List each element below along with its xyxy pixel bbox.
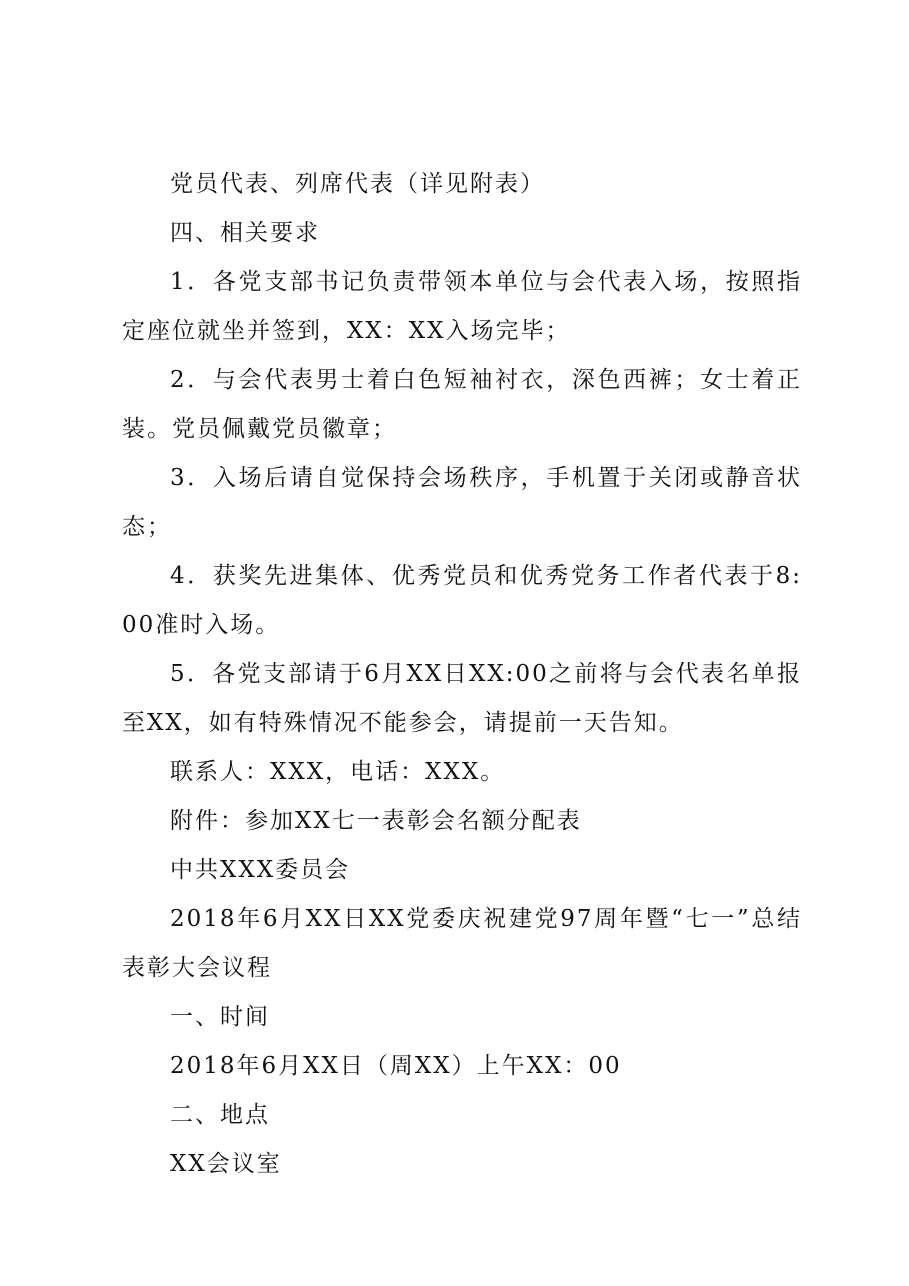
- section-heading-requirements: 四、相关要求: [170, 220, 320, 246]
- location-value: XX会议室: [170, 1151, 282, 1177]
- requirement-item-4: 4．获奖先进集体、优秀党员和优秀党务工作者代表于8:00准时入场。: [122, 563, 802, 638]
- agenda-title: 2018年6月XX日XX党委庆祝建党97周年暨“七一”总结表彰大会议程: [122, 906, 802, 981]
- requirement-item-3: 3．入场后请自觉保持会场秩序，手机置于关闭或静音状态；: [122, 465, 802, 540]
- time-value: 2018年6月XX日（周XX）上午XX：00: [170, 1053, 622, 1079]
- contact-line: 联系人：XXX，电话：XXX。: [170, 759, 506, 785]
- section-heading-time: 一、时间: [170, 1004, 270, 1030]
- issuer-line: 中共XXX委员会: [170, 857, 351, 883]
- document-body: [122, 160, 802, 1189]
- requirement-item-5: 5．各党支部请于6月XX日XX:00之前将与会代表名单报至XX，如有特殊情况不能参会，请提前一天告知。: [122, 661, 802, 736]
- paragraph-attendees: 党员代表、列席代表（详见附表）: [170, 171, 545, 197]
- requirement-item-1: 1．各党支部书记负责带领本单位与会代表入场，按照指定座位就坐并签到，XX：XX入场完毕；: [122, 269, 802, 344]
- section-heading-location: 二、地点: [170, 1102, 270, 1128]
- requirement-item-2: 2．与会代表男士着白色短袖衬衣，深色西裤；女士着正装。党员佩戴党员徽章；: [122, 367, 802, 442]
- attachment-line: 附件：参加XX七一表彰会名额分配表: [170, 808, 582, 834]
